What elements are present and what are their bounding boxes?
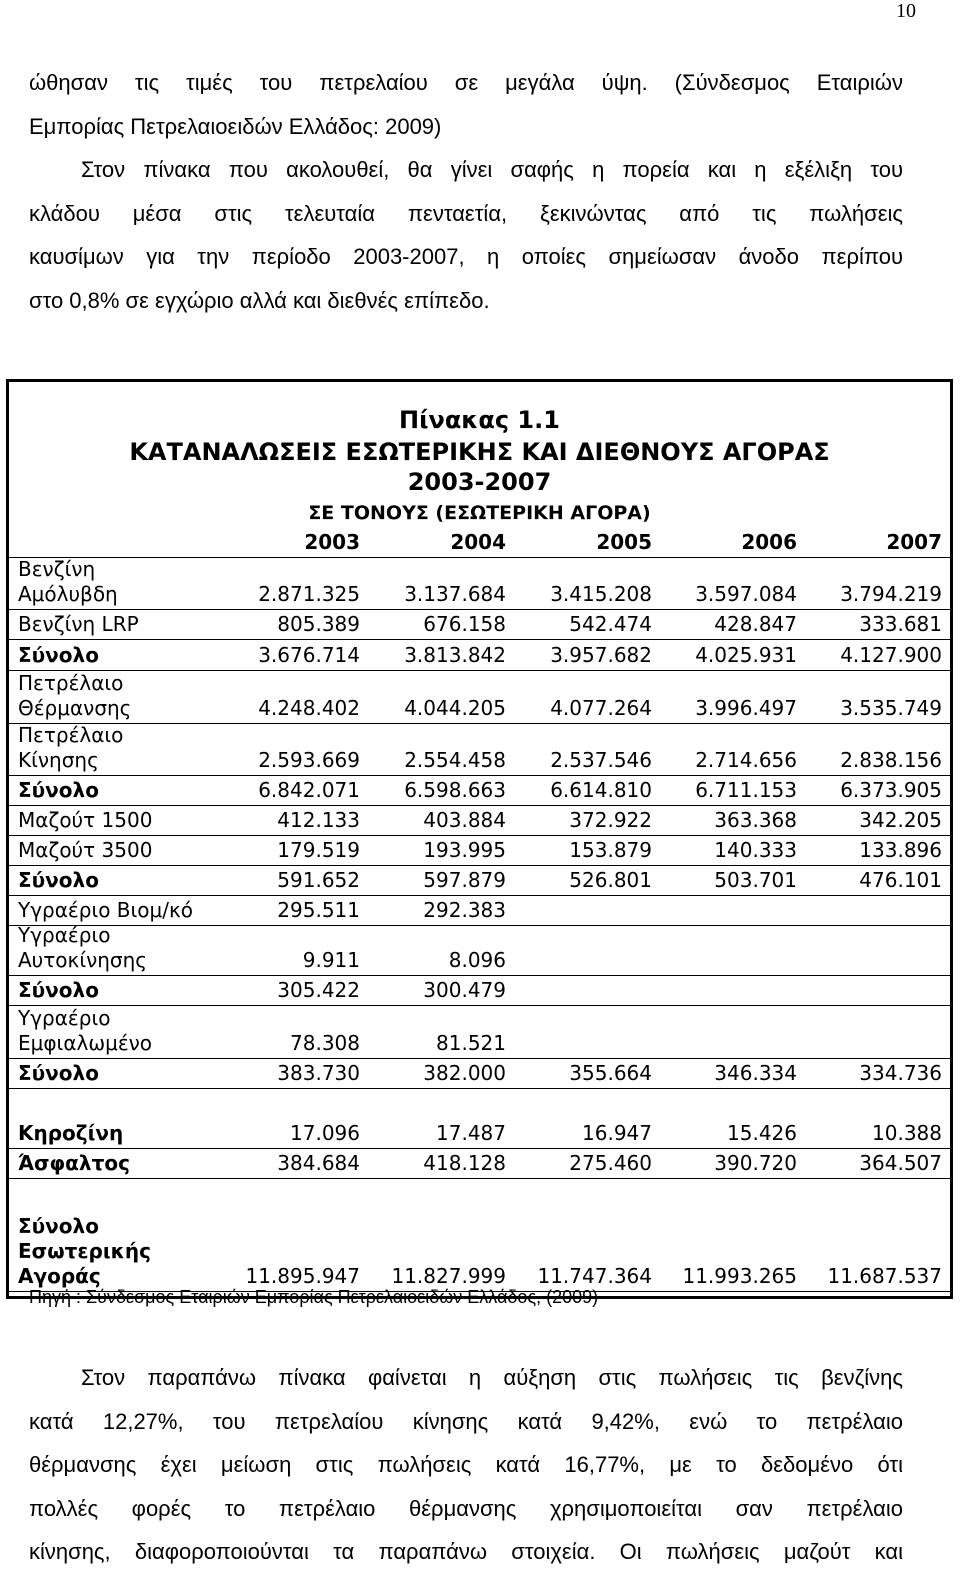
row-value: 355.664: [569, 1061, 652, 1085]
row-value: 6.614.810: [550, 778, 652, 802]
row-value: 275.460: [569, 1151, 652, 1175]
row-value: 428.847: [714, 612, 797, 636]
row-value: 17.096: [290, 1121, 360, 1145]
intro-line: Εμπορίας Πετρελαιοειδών Ελλάδος: 2009): [29, 113, 442, 139]
row-value: 334.736: [859, 1061, 942, 1085]
row-label: Μαζούτ 1500: [18, 808, 153, 832]
source-note: Πηγή : Σύνδεσμος Εταιριών Εμπορίας Πετρελαιοειδών Ελλάδος, (2009): [29, 1287, 599, 1307]
row-value: 2.838.156: [840, 748, 942, 772]
row-label: Σύνολο Εσωτερικής Αγοράς: [18, 1214, 151, 1288]
table-spacer-row: [9, 1089, 950, 1119]
table-row: [9, 976, 950, 1006]
row-value: 140.333: [714, 838, 797, 862]
row-value: 526.801: [569, 868, 652, 892]
row-label: Σύνολο: [18, 643, 99, 667]
row-value: 3.137.684: [404, 582, 506, 606]
page-number: 10: [896, 0, 916, 22]
row-value: 11.993.265: [682, 1264, 797, 1288]
row-value: 3.794.219: [840, 582, 942, 606]
table-row: [9, 1006, 950, 1059]
row-label: Σύνολο: [18, 868, 99, 892]
row-value: 2.593.669: [258, 748, 360, 772]
row-value: 6.373.905: [840, 778, 942, 802]
closing-line: πολλές φορές το πετρέλαιο θέρμανσης χρησιμοποιείται σαν πετρέλαιο: [29, 1495, 903, 1521]
row-value: 476.101: [859, 868, 942, 892]
table-grid: [9, 528, 950, 1292]
row-value: 503.701: [714, 868, 797, 892]
row-value: 591.652: [277, 868, 360, 892]
row-value: 4.127.900: [840, 643, 942, 667]
table-row: [9, 724, 950, 776]
table-row: [9, 558, 950, 610]
row-value: 342.205: [859, 808, 942, 832]
row-label: Υγραέριο Αυτοκίνησης: [18, 923, 148, 972]
table-caption-subtitle: ΚΑΤΑΝΑΛΩΣΕΙΣ ΕΣΩΤΕΡΙΚΗΣ ΚΑΙ ΔΙΕΘΝΟΥΣ ΑΓΟΡΑΣ: [129, 438, 830, 466]
row-value: 805.389: [277, 612, 360, 636]
row-value: 364.507: [859, 1151, 942, 1175]
row-value: 363.368: [714, 808, 797, 832]
row-value: 6.842.071: [258, 778, 360, 802]
row-value: 3.535.749: [840, 696, 942, 720]
row-value: 305.422: [277, 978, 360, 1002]
table-caption-years: 2003-2007: [407, 468, 552, 496]
intro-line: καυσίμων για την περίοδο 2003-2007, η οποίες σημείωσαν άνοδο περίπου: [29, 244, 903, 270]
row-value: 16.947: [582, 1121, 652, 1145]
row-value: 300.479: [423, 978, 506, 1002]
closing-line: θέρμανσης έχει μείωση στις πωλήσεις κατά 16,77%, με το δεδομένο ότι: [29, 1452, 903, 1478]
row-value: 295.511: [277, 898, 360, 922]
row-value: 542.474: [569, 612, 652, 636]
closing-paragraph: [29, 1356, 903, 1574]
table-row: [9, 836, 950, 866]
table-row: [9, 896, 950, 926]
row-value: 3.957.682: [550, 643, 652, 667]
row-label: Κηροζίνη: [18, 1121, 124, 1145]
row-label: Υγραέριο Βιομ/κό: [18, 898, 194, 922]
table-row: [9, 1209, 950, 1292]
row-value: 11.747.364: [537, 1264, 652, 1288]
row-label: Σύνολο: [18, 978, 99, 1002]
row-value: 17.487: [436, 1121, 506, 1145]
row-value: 383.730: [277, 1061, 360, 1085]
intro-paragraph: [29, 61, 903, 323]
row-value: 8.096: [448, 948, 506, 972]
table-row: [9, 610, 950, 640]
year-header: 2007: [886, 530, 942, 554]
row-label: Βενζίνη Αμόλυβδη: [18, 557, 118, 606]
row-value: 372.922: [569, 808, 652, 832]
row-value: 597.879: [423, 868, 506, 892]
table-row: [9, 1059, 950, 1089]
table-row: [9, 923, 950, 976]
table-spacer-row: [9, 1179, 950, 1209]
row-value: 418.128: [423, 1151, 506, 1175]
row-value: 78.308: [290, 1031, 360, 1055]
row-value: 346.334: [714, 1061, 797, 1085]
row-value: 403.884: [423, 808, 506, 832]
row-label: Βενζίνη LRP: [18, 612, 139, 636]
row-value: 3.597.084: [695, 582, 797, 606]
row-value: 10.388: [872, 1121, 942, 1145]
table-row: [9, 1149, 950, 1179]
row-label: Πετρέλαιο Θέρμανσης: [18, 671, 132, 720]
row-value: 3.415.208: [550, 582, 652, 606]
row-value: 676.158: [423, 612, 506, 636]
row-value: 6.711.153: [695, 778, 797, 802]
year-header: 2005: [596, 530, 652, 554]
row-value: 15.426: [727, 1121, 797, 1145]
year-header: 2003: [304, 530, 360, 554]
row-value: 11.687.537: [827, 1264, 942, 1288]
table-row: [9, 806, 950, 836]
row-label: Πετρέλαιο Κίνησης: [18, 723, 124, 772]
closing-line: Στον παραπάνω πίνακα φαίνεται η αύξηση στις πωλήσεις τις βενζίνης: [81, 1365, 903, 1390]
table-row: [9, 776, 950, 806]
row-value: 4.077.264: [550, 696, 652, 720]
row-value: 193.995: [423, 838, 506, 862]
row-value: 2.554.458: [404, 748, 506, 772]
row-value: 3.813.842: [404, 643, 506, 667]
row-value: 11.827.999: [391, 1264, 506, 1288]
table-row: [9, 640, 950, 671]
row-value: 81.521: [436, 1031, 506, 1055]
row-label: Μαζούτ 3500: [18, 838, 153, 862]
row-value: 292.383: [423, 898, 506, 922]
table-caption-units: ΣΕ ΤΟΝΟΥΣ (ΕΣΩΤΕΡΙΚΗ ΑΓΟΡΑ): [308, 502, 651, 524]
intro-line: στο 0,8% σε εγχώριο αλλά και διεθνές επίπεδο.: [29, 287, 490, 313]
table-row: [9, 671, 950, 724]
row-value: 3.996.497: [695, 696, 797, 720]
table-header-row: [9, 528, 950, 558]
row-label: Υγραέριο Εμφιαλωμένο: [18, 1006, 153, 1055]
consumption-table: [6, 379, 953, 1299]
year-header: 2006: [741, 530, 797, 554]
row-value: 4.025.931: [695, 643, 797, 667]
row-value: 2.537.546: [550, 748, 652, 772]
row-value: 3.676.714: [258, 643, 360, 667]
row-label: Σύνολο: [18, 1061, 99, 1085]
year-header: 2004: [450, 530, 506, 554]
table-row: [9, 866, 950, 896]
row-value: 179.519: [277, 838, 360, 862]
closing-line: κίνησης, διαφοροποιούνται τα παραπάνω στοιχεία. Οι πωλήσεις μαζούτ και: [29, 1539, 903, 1565]
row-value: 333.681: [859, 612, 942, 636]
row-label: Σύνολο: [18, 778, 99, 802]
closing-line: κατά 12,27%, του πετρελαίου κίνησης κατά 9,42%, ενώ το πετρέλαιο: [29, 1408, 903, 1434]
row-value: 153.879: [569, 838, 652, 862]
row-label: Άσφαλτος: [18, 1151, 130, 1175]
row-value: 382.000: [423, 1061, 506, 1085]
intro-line: κλάδου μέσα στις τελευταία πενταετία, ξεκινώντας από τις πωλήσεις: [29, 200, 903, 226]
intro-line: ώθησαν τις τιμές του πετρελαίου σε μεγάλα ύψη. (Σύνδεσμος Εταιριών: [29, 70, 903, 95]
row-value: 2.714.656: [695, 748, 797, 772]
row-value: 11.895.947: [245, 1264, 360, 1288]
row-value: 133.896: [859, 838, 942, 862]
row-value: 390.720: [714, 1151, 797, 1175]
row-value: 4.044.205: [404, 696, 506, 720]
row-value: 412.133: [277, 808, 360, 832]
row-value: 2.871.325: [258, 582, 360, 606]
intro-line: Στον πίνακα που ακολουθεί, θα γίνει σαφής η πορεία και η εξέλιξη του: [81, 157, 903, 183]
table-row: [9, 1119, 950, 1149]
row-value: 6.598.663: [404, 778, 506, 802]
row-value: 4.248.402: [258, 696, 360, 720]
table-caption-title: Πίνακας 1.1: [399, 406, 560, 434]
row-value: 9.911: [302, 948, 360, 972]
table-body: [9, 558, 950, 1292]
row-value: 384.684: [277, 1151, 360, 1175]
